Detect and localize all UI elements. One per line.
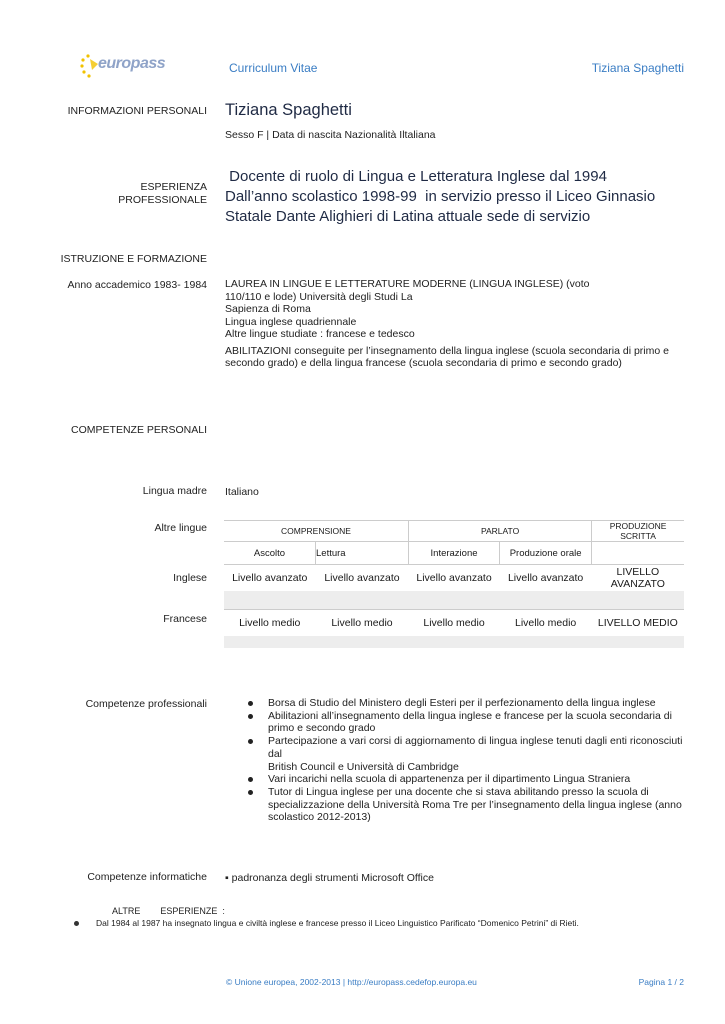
table-divider bbox=[224, 636, 684, 648]
bullet-icon bbox=[248, 714, 253, 719]
footer-copyright: © Unione europea, 2002-2013 | http://europass.cedefop.europa.eu bbox=[226, 977, 477, 987]
header-produzione-scritta: PRODUZIONE SCRITTA bbox=[592, 521, 684, 542]
logo-text: europass bbox=[98, 55, 166, 72]
experience-label-2: PROFESSIONALE bbox=[118, 194, 207, 206]
education-line: Sapienza di Roma bbox=[225, 303, 311, 315]
experience-label-1: ESPERIENZA bbox=[140, 181, 207, 193]
informatics-value: ▪ padronanza degli strumenti Microsoft Office bbox=[225, 872, 434, 884]
education-period: Anno accademico 1983- 1984 bbox=[67, 279, 207, 291]
experience-line: Docente di ruolo di Lingua e Letteratura Inglese dal 1994 bbox=[225, 168, 607, 185]
mother-tongue-label: Lingua madre bbox=[142, 485, 207, 497]
table-cell: LIVELLO MEDIO bbox=[592, 610, 684, 637]
abilitazioni-line: secondo grado) e della lingua francese (scuola secondaria di primo e secondo grado) bbox=[225, 357, 622, 369]
professional-list bbox=[248, 697, 688, 824]
personal-details: Sesso F | Data di nascita Nazionalità Iltaliana bbox=[225, 129, 436, 141]
list-item: Borsa di Studio del Ministero degli Esteri per il perfezionamento della lingua inglese bbox=[248, 697, 688, 710]
table-row bbox=[224, 610, 684, 637]
skills-section-label: COMPETENZE PERSONALI bbox=[71, 424, 207, 436]
language-inglese-label: Inglese bbox=[173, 572, 207, 584]
list-item: Vari incarichi nella scuola di appartenenza per il dipartimento Lingua Straniera bbox=[248, 773, 688, 786]
header-comprensione: COMPRENSIONE bbox=[224, 521, 408, 542]
bullet-icon bbox=[74, 921, 79, 926]
list-item: Partecipazione a vari corsi di aggiornamento di lingua inglese tenuti dagli enti riconosciuti dal British Council e Università di Cambridge bbox=[248, 735, 688, 773]
table-cell: Livello medio bbox=[408, 610, 499, 637]
language-francese-label: Francese bbox=[163, 613, 207, 625]
other-experiences-text: Dal 1984 al 1987 ha insegnato lingua e civiltà inglese e francese presso il Liceo Linguistico Parificato “Domenico Petrini” di Rieti. bbox=[96, 918, 579, 928]
education-line: Altre lingue studiate : francese e tedesco bbox=[225, 328, 415, 340]
header-produzione-orale: Produzione orale bbox=[500, 542, 592, 565]
full-name: Tiziana Spaghetti bbox=[225, 101, 352, 119]
mother-tongue-value: Italiano bbox=[225, 486, 259, 498]
bullet-icon bbox=[248, 777, 253, 782]
education-line: Lingua inglese quadriennale bbox=[225, 315, 357, 328]
table-cell: Livello medio bbox=[316, 610, 409, 637]
table-row bbox=[224, 565, 684, 592]
language-table bbox=[224, 520, 684, 648]
abilitazioni-line: ABILITAZIONI conseguite per l’insegnamento della lingua inglese (scuola secondaria di primo e bbox=[225, 344, 669, 357]
education-details bbox=[225, 278, 685, 370]
header-ascolto: Ascolto bbox=[224, 542, 316, 565]
bullet-icon bbox=[248, 790, 253, 795]
experience-line: Dall’anno scolastico 1998-99 in servizio presso il Liceo Ginnasio bbox=[225, 188, 656, 205]
table-divider bbox=[224, 591, 684, 610]
table-cell: Livello medio bbox=[500, 610, 592, 637]
header-parlato: PARLATO bbox=[408, 521, 591, 542]
education-section-label: ISTRUZIONE E FORMAZIONE bbox=[60, 253, 207, 265]
table-cell: Livello avanzato bbox=[324, 572, 400, 584]
bullet-icon bbox=[248, 701, 253, 706]
bullet-icon bbox=[248, 739, 253, 744]
experience-line: Statale Dante Alighieri di Latina attuale sede di servizio bbox=[225, 208, 591, 225]
header-empty bbox=[592, 542, 684, 565]
table-cell: LIVELLO AVANZATO bbox=[610, 566, 665, 590]
other-experiences-label: ALTRE ESPERIENZE : bbox=[112, 906, 225, 916]
personal-section-label: INFORMAZIONI PERSONALI bbox=[67, 105, 207, 117]
table-cell: Livello medio bbox=[224, 610, 316, 637]
table-cell: Livello avanzato bbox=[507, 572, 584, 584]
footer-page-number: Pagina 1 / 2 bbox=[638, 977, 684, 987]
experience-text bbox=[225, 167, 695, 227]
education-line: 110/110 e lode) Università degli Studi La bbox=[225, 290, 413, 303]
list-item: Tutor di Lingua inglese per una docente che si stava abilitando presso la scuola di specializzazione della Università Roma Tre per l’insegnamento della lingua inglese (anno scolastico 2012-2013) bbox=[248, 786, 688, 824]
header-person-name: Tiziana Spaghetti bbox=[591, 61, 684, 75]
table-cell: Livello avanzato bbox=[416, 572, 492, 584]
informatics-label: Competenze informatiche bbox=[87, 871, 207, 883]
list-item: Abilitazioni all’insegnamento della lingua inglese e francese per la scuola secondaria di primo e secondo grado bbox=[248, 710, 688, 735]
education-line: LAUREA IN LINGUE E LETTERATURE MODERNE (LINGUA INGLESE) (voto bbox=[225, 278, 590, 290]
header-interazione: Interazione bbox=[408, 542, 499, 565]
header-lettura: Lettura bbox=[316, 542, 409, 565]
table-cell: Livello avanzato bbox=[232, 572, 308, 584]
professional-label: Competenze professionali bbox=[85, 698, 207, 710]
doc-title: Curriculum Vitae bbox=[229, 61, 318, 75]
other-languages-label: Altre lingue bbox=[154, 522, 207, 534]
europass-logo bbox=[78, 50, 166, 82]
